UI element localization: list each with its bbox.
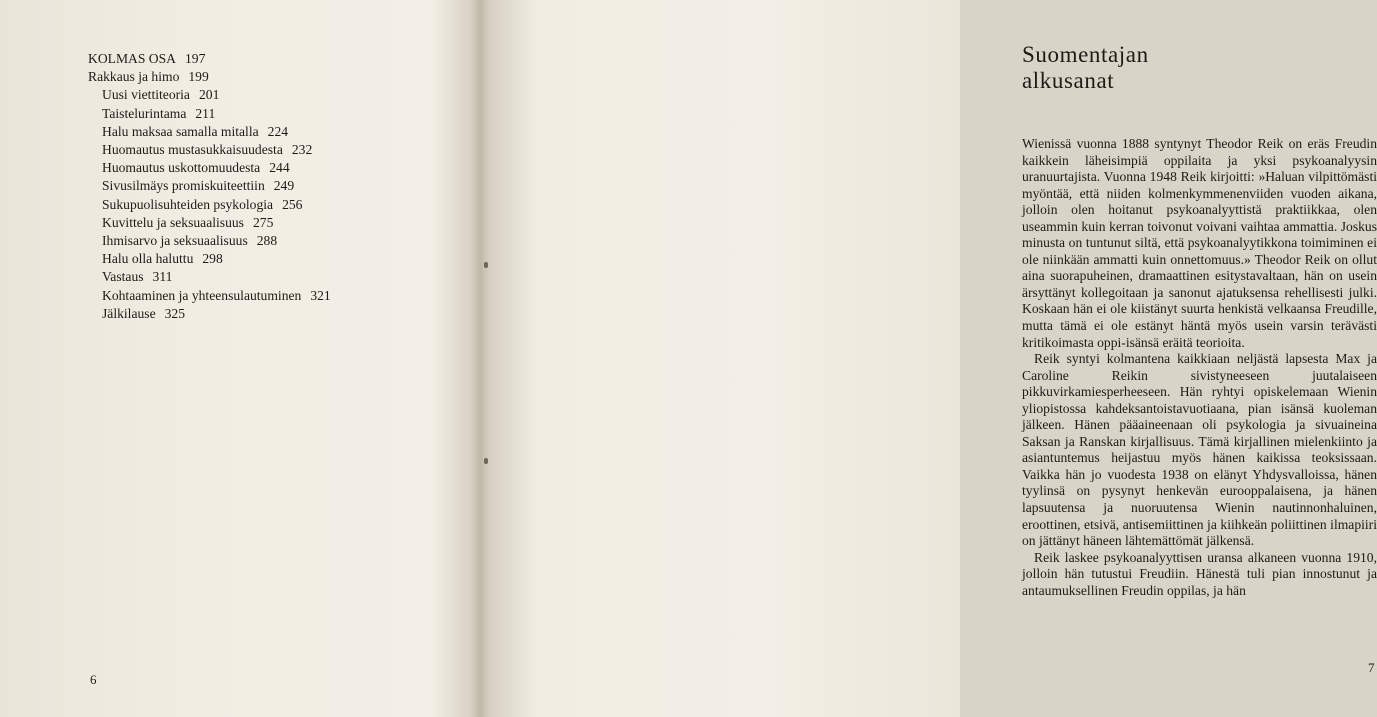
chapter-title: Suomentajan alkusanat bbox=[1022, 42, 1149, 93]
table-of-contents bbox=[88, 50, 331, 323]
toc-entry-page: 298 bbox=[202, 251, 223, 267]
paragraph: Wienissä vuonna 1888 syntynyt Theodor Reik on eräs Freudin kaikkein läheisimpiä oppilaita ja yksi psykoanalyysin uranuurtajista. Vuonna 1948 Reik kirjoitti: »Haluan vilpittömästi myöntää, että niiden kolmenkymmenenviiden vuoden aikana, jolloin olen hoitanut psykoanalyyttistä praktiikkaa, olen useammin kuin kerran toivonut voivani vaihtaa ammattia. Joskus minusta on tuntunut siltä, että psykoanalyytikkona toimiminen ei ole niinkään ammatti kuin onnettomuus.» Theodor Reik on ollut aina suorapuheinen, dramaattinen esitystavaltaan, hän on usein ärsyttänyt kollegoitaan ja sanonut ajatuksensa rehellisesti julki. Koskaan hän ei ole kiistänyt suurta henkistä velkaansa Freudille, mutta tämä ei ole estänyt häntä myös usein varsin terävästi kritikoimasta oppi-isänsä eräitä teorioita. bbox=[1022, 136, 1377, 350]
toc-entry-title: Jälkilause bbox=[102, 305, 156, 321]
toc-entry-page: 325 bbox=[164, 305, 185, 321]
toc-entry bbox=[88, 105, 331, 123]
toc-entry-title: Halu maksaa samalla mitalla bbox=[102, 123, 259, 139]
toc-entry-page: 232 bbox=[291, 142, 313, 158]
toc-entry-title: Ihmisarvo ja seksuaalisuus bbox=[102, 233, 248, 249]
toc-entry bbox=[88, 196, 331, 214]
paragraph: Reik laskee psykoanalyyttisen uransa alkaneen vuonna 1910, jolloin hän tutustui Freudiin. Hänestä tuli pian innostunut ja antaumuksellinen Freudin oppilas, ja hän bbox=[1022, 549, 1377, 598]
toc-entry-page: 244 bbox=[269, 160, 290, 176]
toc-entry bbox=[88, 250, 331, 268]
toc-entry bbox=[88, 287, 331, 305]
toc-entry-title: Sukupuolisuhteiden psykologia bbox=[102, 196, 274, 212]
toc-entry-title: Kuvittelu ja seksuaalisuus bbox=[102, 214, 244, 230]
left-page-number: 6 bbox=[90, 672, 97, 687]
toc-entry-title: Rakkaus ja himo bbox=[88, 69, 180, 85]
toc-entry-page: 201 bbox=[198, 87, 220, 103]
toc-entry-title: Kohtaaminen ja yhteensulautuminen bbox=[102, 287, 302, 303]
toc-entry-title: Huomautus uskottomuudesta bbox=[102, 160, 261, 176]
toc-entry-title: Taistelurintama bbox=[102, 105, 187, 121]
toc-entry-page: 211 bbox=[195, 105, 216, 121]
toc-entry-title: Uusi viettiteoria bbox=[102, 87, 190, 103]
toc-entry-page: 249 bbox=[273, 178, 295, 194]
right-page-number: 7 bbox=[1368, 660, 1375, 675]
toc-entry bbox=[88, 123, 331, 141]
toc-entry-title: Halu olla haluttu bbox=[102, 251, 194, 267]
toc-entry bbox=[88, 50, 331, 68]
paragraph: Reik syntyi kolmantena kaikkiaan neljästä lapsesta Max ja Caroline Reikin sivistyneeseen juutalaiseen pikkuvirkamiesperheeseen. Hän ryhtyi opiskelemaan Wienin yliopistossa kahdeksantoistavuotiaana, pian isänsä kuoleman jälkeen. Hänen pääaineenaan oli psykologia ja sivuaineina Saksan ja Ranskan kirjallisuus. Tämä kirjallinen mielenkiinto ja asiantuntemus heijastuu myös hänen kaikissa teoksissaan. Vaikka hän jo vuodesta 1938 on elänyt Yhdysvalloissa, hänen tyylinsä on pysynyt henkevän eurooppalaisena, ja hänen lapsuutensa ja nuoruutensa Wienin nautinnonhaluinen, eroottinen, etsivä, antisemiittinen ja kiihkeän poliittinen ilmapiiri on jättänyt häneen lähtemättömät jälkensä. bbox=[1022, 351, 1377, 549]
toc-entry-page: 275 bbox=[252, 214, 274, 230]
toc-entry-title: KOLMAS OSA bbox=[88, 51, 176, 66]
toc-entry bbox=[88, 177, 331, 195]
toc-entry bbox=[88, 68, 331, 86]
left-page bbox=[0, 0, 478, 717]
toc-entry-page: 197 bbox=[185, 51, 206, 66]
toc-entry-page: 311 bbox=[152, 269, 173, 285]
toc-entry bbox=[88, 159, 331, 177]
body-text bbox=[1022, 136, 1377, 599]
right-page bbox=[482, 0, 1377, 717]
toc-entry-page: 321 bbox=[310, 287, 331, 303]
toc-entry bbox=[88, 305, 331, 323]
toc-entry bbox=[88, 214, 331, 232]
toc-entry-page: 199 bbox=[188, 69, 209, 85]
toc-entry bbox=[88, 232, 331, 250]
toc-entry-page: 256 bbox=[282, 196, 303, 212]
toc-entry-page: 224 bbox=[267, 123, 289, 139]
toc-entry-title: Huomautus mustasukkaisuudesta bbox=[102, 142, 283, 158]
toc-entry-title: Sivusilmäys promiskuiteettiin bbox=[102, 178, 265, 194]
toc-entry-title: Vastaus bbox=[102, 269, 144, 285]
toc-entry-page: 288 bbox=[256, 233, 278, 249]
toc-entry bbox=[88, 86, 331, 104]
toc-entry bbox=[88, 141, 331, 159]
toc-entry bbox=[88, 268, 331, 286]
